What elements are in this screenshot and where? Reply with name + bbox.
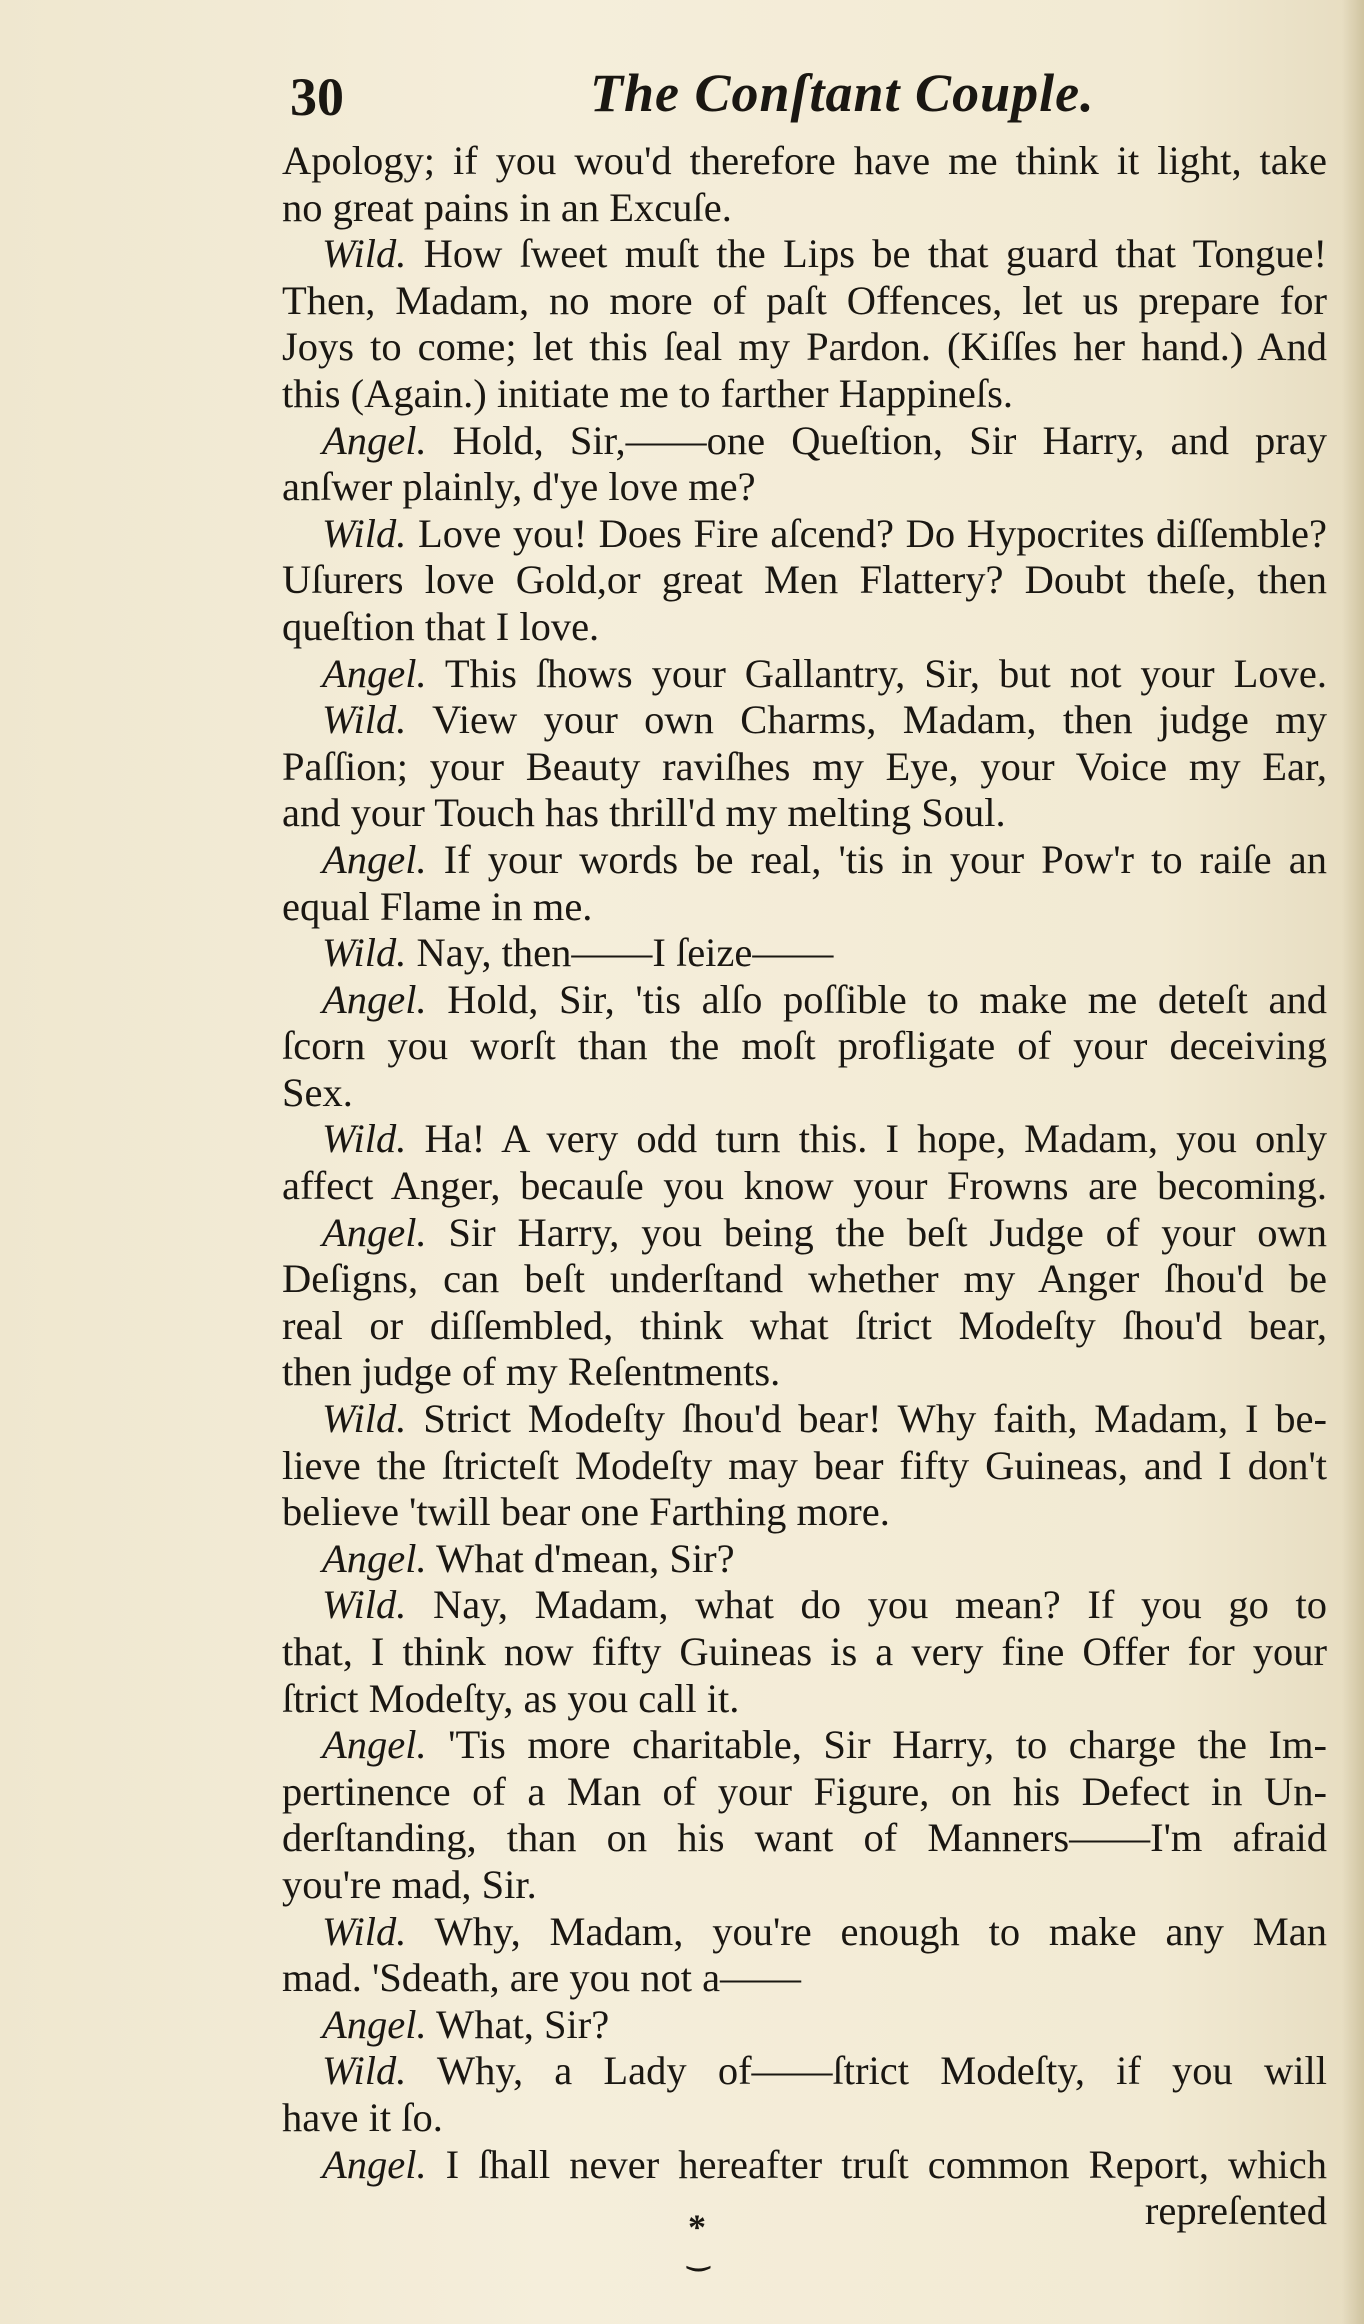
- text-line: Angel. 'Tis more charitable, Sir Harry, to charge the Im-: [322, 1722, 1327, 1768]
- speaker-name: Wild.: [322, 1582, 407, 1628]
- text-line: Angel. What, Sir?: [322, 2001, 610, 2047]
- text-line: Wild. View your own Charms, Madam, then judge my: [322, 697, 1327, 743]
- signature-mark: *: [688, 2207, 706, 2247]
- text-line: lieve the ſtricteſt Modeſty may bear fifty Guineas, and I don't: [282, 1442, 1327, 1488]
- text-line: Wild. Why, a Lady of——ſtrict Modeſty, if you will: [322, 2048, 1327, 2094]
- text-line: derſtanding, than on his want of Manners——I'm afraid: [282, 1815, 1327, 1861]
- text-line: have it ſo.: [282, 2094, 443, 2140]
- speaker-name: Angel.: [322, 650, 427, 696]
- text-line: you're mad, Sir.: [282, 1861, 537, 1907]
- play-text-body: [282, 138, 1327, 2235]
- speaker-name: Angel.: [322, 2001, 427, 2047]
- text-line: Angel. If your words be real, 'tis in your Pow'r to raiſe an: [322, 836, 1327, 882]
- text-line: mad. 'Sdeath, are you not a——: [282, 1955, 802, 2001]
- speaker-name: Angel.: [322, 976, 427, 1022]
- text-line: that, I think now fifty Guineas is a very fine Offer for your: [282, 1629, 1327, 1674]
- text-line: Deſigns, can beſt underſtand whether my Anger ſhou'd be: [282, 1256, 1327, 1302]
- text-line: Joys to come; let this ſeal my Pardon. (Kiſſes her hand.) And: [282, 324, 1327, 370]
- speaker-name: Angel.: [322, 1209, 427, 1255]
- text-line: Angel. Hold, Sir,——one Queſtion, Sir Harry, and pray: [322, 417, 1327, 463]
- text-line: this (Again.) initiate me to farther Happineſs.: [282, 370, 1014, 416]
- speaker-name: Angel.: [322, 2141, 427, 2187]
- text-line: Paſſion; your Beauty raviſhes my Eye, your Voice my Ear,: [282, 743, 1327, 789]
- speaker-name: Wild.: [322, 930, 407, 976]
- text-line: then judge of my Reſentments.: [282, 1349, 781, 1395]
- speaker-name: Angel.: [322, 417, 427, 463]
- catchword: repreſented: [1144, 2188, 1327, 2234]
- text-line: Then, Madam, no more of paſt Offences, let us prepare for: [282, 277, 1327, 323]
- running-title: The Conſtant Couple.: [590, 63, 1095, 123]
- speaker-name: Wild.: [322, 2048, 407, 2094]
- text-line: Wild. Nay, Madam, what do you mean? If you go to: [322, 1582, 1327, 1628]
- text-line: Apology; if you wou'd therefore have me think it light, take: [282, 138, 1327, 183]
- speaker-name: Angel.: [322, 836, 427, 882]
- speaker-name: Angel.: [322, 1535, 427, 1581]
- text-line: Angel. What d'mean, Sir?: [322, 1535, 735, 1581]
- speaker-name: Wild.: [322, 697, 407, 743]
- text-line: Angel. I ſhall never hereafter truſt common Report, which: [322, 2141, 1327, 2187]
- text-line: ſcorn you worſt than the moſt profligate of your deceiving: [282, 1023, 1327, 1069]
- text-line: affect Anger, becauſe you know your Frowns are becoming.: [282, 1163, 1327, 1209]
- text-line: Angel. This ſhows your Gallantry, Sir, but not your Love.: [322, 650, 1327, 696]
- text-line: and your Touch has thrill'd my melting Soul.: [282, 790, 1006, 836]
- speaker-name: Wild.: [322, 231, 407, 277]
- text-line: believe 'twill bear one Farthing more.: [282, 1489, 890, 1535]
- speaker-name: Wild.: [322, 1396, 407, 1442]
- text-line: Wild. Love you! Does Fire aſcend? Do Hypocrites diſſemble?: [322, 510, 1327, 556]
- speaker-name: Wild.: [322, 510, 407, 556]
- text-line: queſtion that I love.: [282, 603, 600, 649]
- text-line: equal Flame in me.: [282, 883, 593, 929]
- text-line: Wild. Ha! A very odd turn this. I hope, Madam, you only: [322, 1116, 1327, 1162]
- text-line: Wild. Strict Modeſty ſhou'd bear! Why faith, Madam, I be-: [322, 1396, 1327, 1442]
- text-line: real or diſſembled, think what ſtrict Modeſty ſhou'd bear,: [282, 1302, 1327, 1348]
- speaker-name: Angel.: [322, 1722, 427, 1768]
- text-line: Wild. How ſweet muſt the Lips be that guard that Tongue!: [322, 231, 1327, 277]
- text-line: Angel. Sir Harry, you being the beſt Judge of your own: [322, 1209, 1327, 1255]
- page-edge-shadow: [1342, 0, 1364, 2324]
- text-line: Sex.: [282, 1069, 353, 1115]
- text-line: pertinence of a Man of your Figure, on his Defect in Un-: [282, 1768, 1327, 1814]
- speaker-name: Wild.: [322, 1116, 407, 1162]
- speaker-name: Wild.: [322, 1908, 407, 1954]
- text-line: Angel. Hold, Sir, 'tis alſo poſſible to make me deteſt and: [322, 976, 1327, 1022]
- text-line: anſwer plainly, d'ye love me?: [282, 464, 756, 510]
- text-line: Wild. Nay, then——I ſeize——: [322, 930, 834, 976]
- text-line: no great pains in an Excuſe.: [282, 184, 732, 230]
- running-header: [290, 58, 1340, 148]
- page-number: 30: [290, 67, 344, 127]
- signature-mark-dash: ‿: [688, 2242, 709, 2271]
- text-line: ſtrict Modeſty, as you call it.: [282, 1675, 740, 1721]
- text-line: Uſurers love Gold,or great Men Flattery? Doubt theſe, then: [282, 557, 1327, 603]
- text-line: Wild. Why, Madam, you're enough to make any Man: [322, 1908, 1327, 1954]
